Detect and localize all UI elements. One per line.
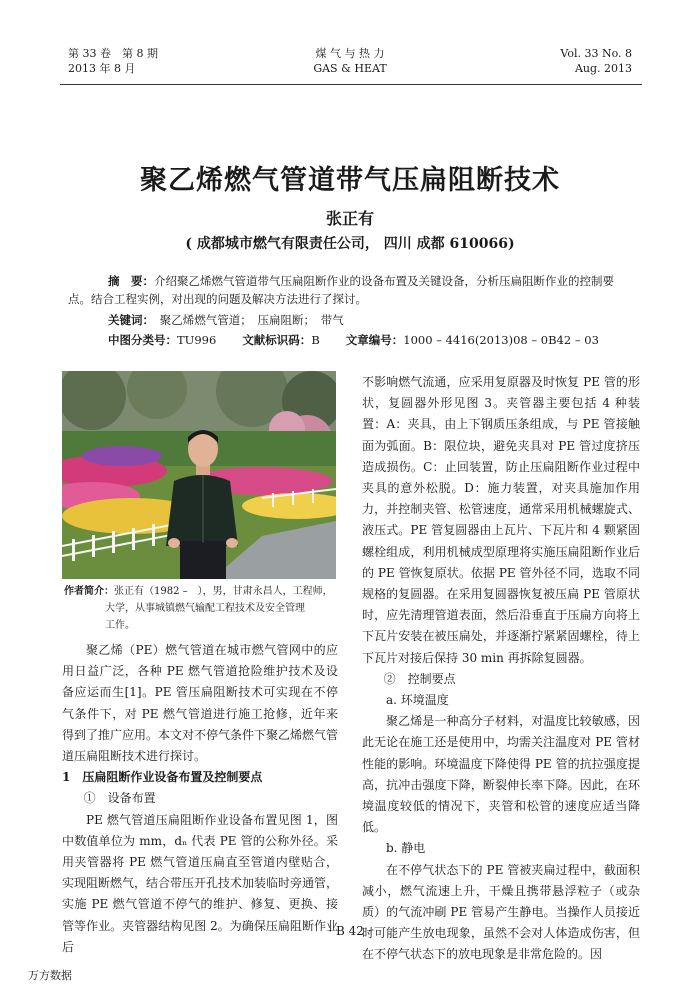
header-date-en: Aug. 2013 (574, 62, 632, 75)
body-column-right (362, 372, 640, 966)
bio-label: 作者简介： (64, 586, 114, 597)
author-bio (64, 583, 339, 634)
keywords-label: 关键词： (108, 313, 149, 327)
article-no-value: 1000 – 4416(2013)08 – 0B42 – 03 (403, 333, 599, 347)
sub-heading-static: b. 静电 (386, 841, 426, 856)
classification-line (108, 331, 648, 349)
abstract (68, 272, 634, 308)
body-paragraph: 聚乙烯（PE）燃气管道在城市燃气管网中的应用日益广泛，各种 PE 燃气管道抢险维护技术及设备应运而生[1]。PE 管压扁阻断技术可实现在不停气条件下，对 PE 燃气管道进行施工抢修，近年来得到了推广应用。本文对不停气条件下聚乙烯燃气管道压扁阻断技术进行探讨。 (62, 643, 339, 764)
bio-line-1: 张正有（1982 – ），男，甘肃永昌人，工程师， (114, 586, 333, 597)
author-photo-illustration (62, 371, 336, 579)
clc-value: TU996 (177, 333, 217, 347)
article-author: 张正有 (325, 209, 374, 228)
subsection-heading-control: ② 控制要点 (383, 671, 456, 686)
section-heading-1: 1 压扁阻断作业设备布置及控制要点 (62, 770, 263, 785)
watermark: 万方数据 (28, 969, 72, 982)
keywords (108, 311, 628, 329)
article-no-label: 文章编号： (345, 333, 404, 347)
author-affiliation: ( 成都城市燃气有限责任公司， 四川 成都 610066) (185, 236, 515, 252)
header-journal-en: GAS & HEAT (313, 62, 387, 75)
keywords-text: 聚乙烯燃气管道； 压扁阻断； 带气 (159, 313, 344, 327)
article-title: 聚乙烯燃气管道带气压扁阻断技术 (140, 165, 560, 196)
body-paragraph: 在不停气状态下的 PE 管被夹扁过程中，截面积减小，燃气流速上升，干燥且携带悬浮粒子（或杂质）的气流冲刷 PE 管易产生静电。当操作人员接近时可能产生放电现象，虽然不会对人体造成伤害，但在不停气状态下的放电现象是非常危险的。因 (362, 862, 640, 962)
abstract-label: 摘 要： (108, 274, 154, 288)
header-date: 2013 年 8 月 (68, 62, 136, 75)
author-photo (62, 371, 336, 579)
doc-code-value: B (311, 333, 320, 347)
header-rule (60, 84, 642, 85)
bio-line-2: 大学，从事城镇燃气输配工程技术及安全管理 (105, 603, 305, 614)
body-paragraph: 不影响燃气流通，应采用复原器及时恢复 PE 管的形状，复圆器外形见图 3。夹管器主要包括 4 种装置：A：夹具，由上下钢质压条组成，与 PE 管接触面为弧面。B：限位块，避免夹具对 PE 管过度挤压造成损伤。C：止回装置，防止压扁阻断作业过程中夹具的意外松脱。D：施力装置，对夹具施加作用力，并控制夹管、松管速度，通常采用机械螺旋式、液压式。PE 管复圆器由上瓦片、下瓦片和 4 颗紧固螺栓组成，利用机械成型原理将实施压扁阻断作业后的 PE 管恢复原状。依据 PE 管外径不同，选取不同规格的复圆器。在采用复圆器恢复被压扁 PE 管原状时，应先清理管道表面，然后沿垂直于压扁方向将上下瓦片安装在被压扁处，并逐渐拧紧紧固螺栓，待上下瓦片对接后保持 30 min 再拆除复圆器。 (362, 375, 640, 665)
body-paragraph: 聚乙烯是一种高分子材料，对温度比较敏感，因此无论在施工还是使用中，均需关注温度对 PE 管材性能的影响。环境温度下降使得 PE 管的抗拉强度提高，抗冲击强度下降，断裂伸长率下降。因此，在环境温度较低的情况下，夹管和松管的速度应适当降低。 (362, 714, 640, 835)
abstract-text: 介绍聚乙烯燃气管道带气压扁阻断作业的设备布置及关键设备，分析压扁阻断作业的控制要点。结合工程实例，对出现的问题及解决方法进行了探讨。 (68, 274, 614, 306)
clc-label: 中图分类号： (108, 333, 177, 347)
header-volume-en: Vol. 33 No. 8 (560, 47, 632, 60)
subsection-heading-equipment: ① 设备布置 (83, 791, 156, 806)
body-paragraph: PE 燃气管道压扁阻断作业设备布置见图 1，图中数值单位为 mm，dₙ 代表 PE 管的公称外径。采用夹管器将 PE 燃气管道压扁直至管道内壁贴合，实现阻断燃气，结合带压开孔技术加装临时旁通管，实施 PE 燃气管道不停气的维护、修复、更换、接管等作业。夹管器结构见图 2。为确保压扁阻断作业后 (62, 812, 339, 954)
header-volume: 第 33 卷 第 8 期 (68, 47, 158, 60)
doc-code-label: 文献标识码： (242, 333, 312, 347)
sub-heading-temperature: a. 环境温度 (386, 693, 449, 708)
bio-line-3: 工作。 (105, 620, 135, 631)
header-issue-en (560, 46, 632, 76)
header-journal-cn: 煤 气 与 热 力 (315, 47, 385, 60)
page-number: · B 42 · (328, 924, 372, 938)
body-column-left (62, 640, 338, 958)
